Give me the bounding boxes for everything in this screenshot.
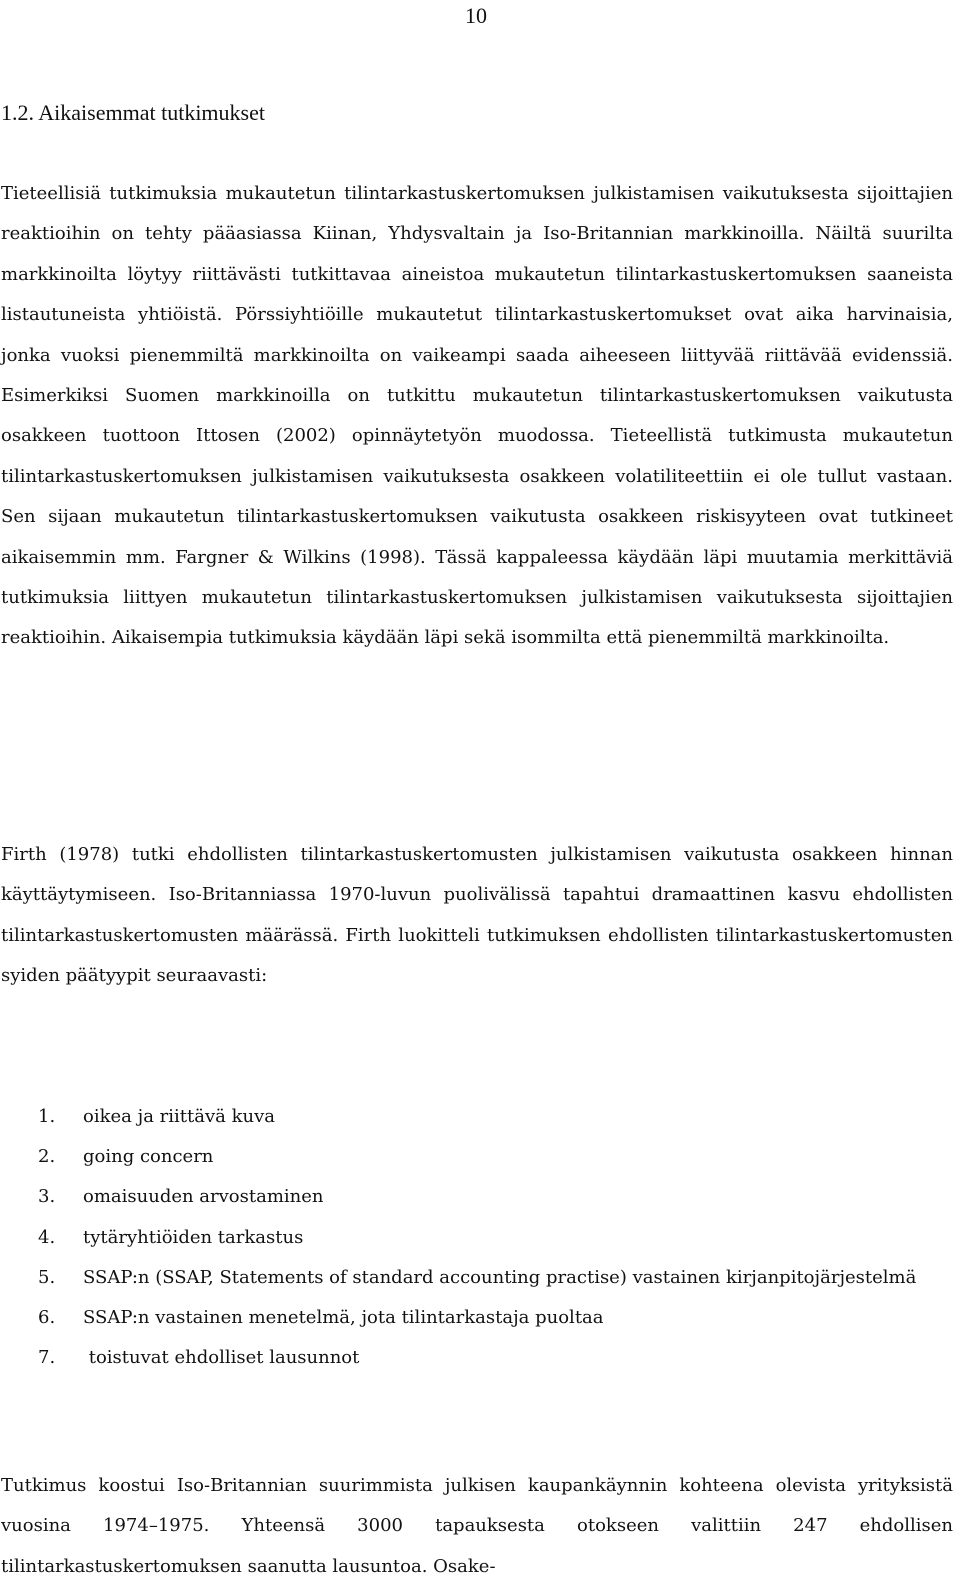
list-item-text: oikea ja riittävä kuva [83, 1106, 275, 1127]
paragraph-previous-research: Tieteellisiä tutkimuksia mukautetun tilintarkastuskertomuksen julkistamisen vaikutuksesta sijoittajien reaktioihin on tehty pääasiassa Kiinan, Yhdysvaltain ja Iso-Britannian markkinoilla. Näiltä suurilta markkinoilta löytyy riittävästi tutkittavaa aineistoa mukautetun tilintarkastuskertomuksen saaneista listautuneista yhtiöistä. Pörssiyhtiöille mukautetut tilintarkastuskertomukset ovat aika harvinaisia, jonka vuoksi pienemmiltä markkinoilta on vaikeampi saada aiheeseen liittyvää riittävää evidenssiä. Esimerkiksi Suomen markkinoilla on tutkittu mukautetun tilintarkastuskertomuksen vaikutusta osakkeen tuottoon Ittosen (2002) opinnäytetyön muodossa. Tieteellistä tutkimusta mukautetun tilintarkastuskertomuksen julkistamisen vaikutuksesta osakkeen volatiliteettiin ei ole tullut vastaan. Sen sijaan mukautetun tilintarkastuskertomuksen vaikutusta osakkeen riskisyyteen ovat tutkineet aikaisemmin mm. Fargner & Wilkins (1998). Tässä kappaleessa käydään läpi muutamia merkittäviä tutkimuksia liittyen mukautetun tilintarkastuskertomuksen julkistamisen vaikutuksesta sijoittajien reaktioihin. Aikaisempia tutkimuksia käydään läpi sekä isommilta että pienemmiltä markkinoilta. [1, 183, 953, 649]
list-item-number: 1. [38, 1106, 56, 1127]
list-item-number: 3. [38, 1186, 56, 1208]
list-item [0, 1137, 950, 1177]
list-item-number: 7. [38, 1347, 56, 1369]
list-item [0, 1338, 950, 1378]
list-item-text: tytäryhtiöiden tarkastus [83, 1226, 304, 1248]
list-item-number: 2. [38, 1146, 56, 1168]
list-item-number: 5. [38, 1266, 56, 1288]
page-number: 10 [465, 3, 487, 28]
list-item-text: SSAP:n (SSAP, Statements of standard accounting practise) vastainen kirjanpitojärjestelmä [83, 1266, 917, 1288]
paragraph-study-sample: Tutkimus koostui Iso-Britannian suurimmista julkisen kaupankäynnin kohteena olevista yrityksistä vuosina 1974–1975. Yhteensä 3000 tapauksesta otokseen valittiin 247 ehdollisen tilintarkastuskertomuksen saanutta lausuntoa. Osake- [1, 1475, 953, 1577]
list-item [0, 1097, 950, 1137]
paragraph-firth-study: Firth (1978) tutki ehdollisten tilintarkastuskertomusten julkistamisen vaikutusta osakkeen hinnan käyttäytymiseen. Iso-Britanniassa 1970-luvun puolivälissä tapahtui dramaattinen kasvu ehdollisten tilintarkastuskertomusten määrässä. Firth luokitteli tutkimuksen ehdollisten tilintarkastuskertomusten syiden päätyypit seuraavasti: [1, 844, 953, 987]
list-item [0, 1258, 950, 1298]
list-item [0, 1298, 950, 1338]
list-item-text: toistuvat ehdolliset lausunnot [83, 1347, 360, 1369]
qualification-reasons-list [0, 1097, 950, 1378]
list-item-number: 4. [38, 1226, 56, 1248]
list-item [0, 1177, 950, 1217]
list-item-number: 6. [38, 1307, 56, 1329]
list-item-text: SSAP:n vastainen menetelmä, jota tilintarkastaja puoltaa [83, 1307, 604, 1329]
list-item-text: omaisuuden arvostaminen [83, 1186, 324, 1208]
section-heading: 1.2. Aikaisemmat tutkimukset [1, 100, 265, 125]
list-item [0, 1218, 950, 1258]
list-item-text: going concern [83, 1146, 214, 1168]
